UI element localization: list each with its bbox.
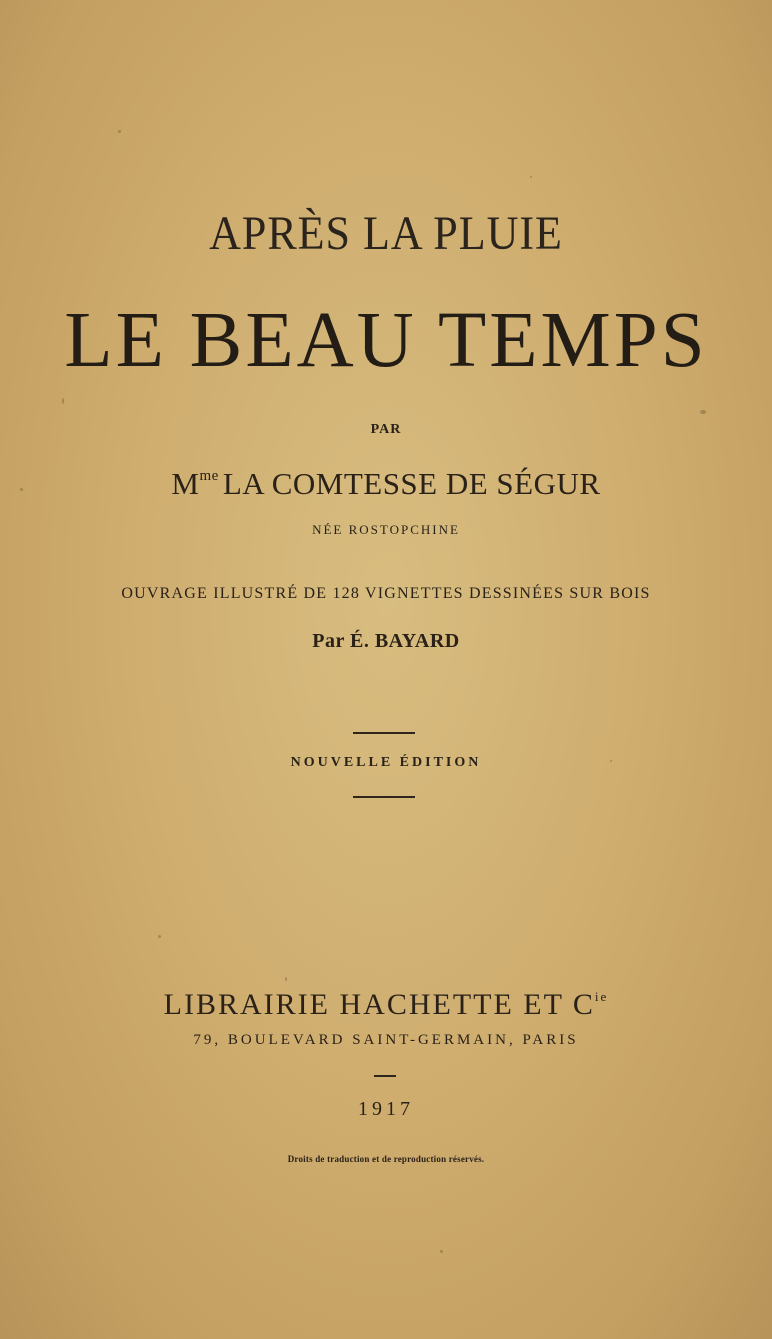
author-prefix: M — [171, 466, 200, 501]
author-line — [0, 466, 772, 502]
author-prefix-superscript: me — [199, 468, 219, 484]
publication-year: 1917 — [358, 1098, 414, 1120]
paper-speck — [440, 1250, 443, 1253]
publisher-text: LIBRAIRIE HACHETTE ET C — [163, 988, 595, 1021]
paper-speck — [158, 935, 161, 938]
paper-speck — [118, 130, 121, 133]
publisher-superscript: ie — [594, 989, 609, 1004]
publisher-address: 79, BOULEVARD SAINT-GERMAIN, PARIS — [193, 1032, 579, 1048]
paper-speck — [62, 398, 64, 404]
title-line-1: APRÈS LA PLUIE — [209, 207, 563, 260]
paper-speck — [285, 977, 287, 981]
title-line-2: LE BEAU TEMPS — [64, 297, 708, 384]
paper-speck — [700, 410, 706, 414]
author-name: LA COMTESSE DE SÉGUR — [222, 466, 601, 501]
author-birth-name: NÉE ROSTOPCHINE — [312, 522, 460, 537]
by-label: PAR — [370, 422, 402, 437]
illustration-note: OUVRAGE ILLUSTRÉ DE 128 VIGNETTES DESSINÉES SUR BOIS — [121, 585, 651, 602]
divider-rule-small — [374, 1075, 396, 1077]
paper-speck — [530, 176, 532, 178]
divider-rule-bottom — [353, 796, 415, 798]
illustrator-credit: Par É. BAYARD — [312, 630, 460, 652]
divider-rule-top — [353, 732, 415, 734]
rights-notice: Droits de traduction et de reproduction réservés. — [287, 1154, 485, 1164]
publisher-name — [0, 988, 772, 1022]
edition-label: NOUVELLE ÉDITION — [290, 755, 482, 770]
